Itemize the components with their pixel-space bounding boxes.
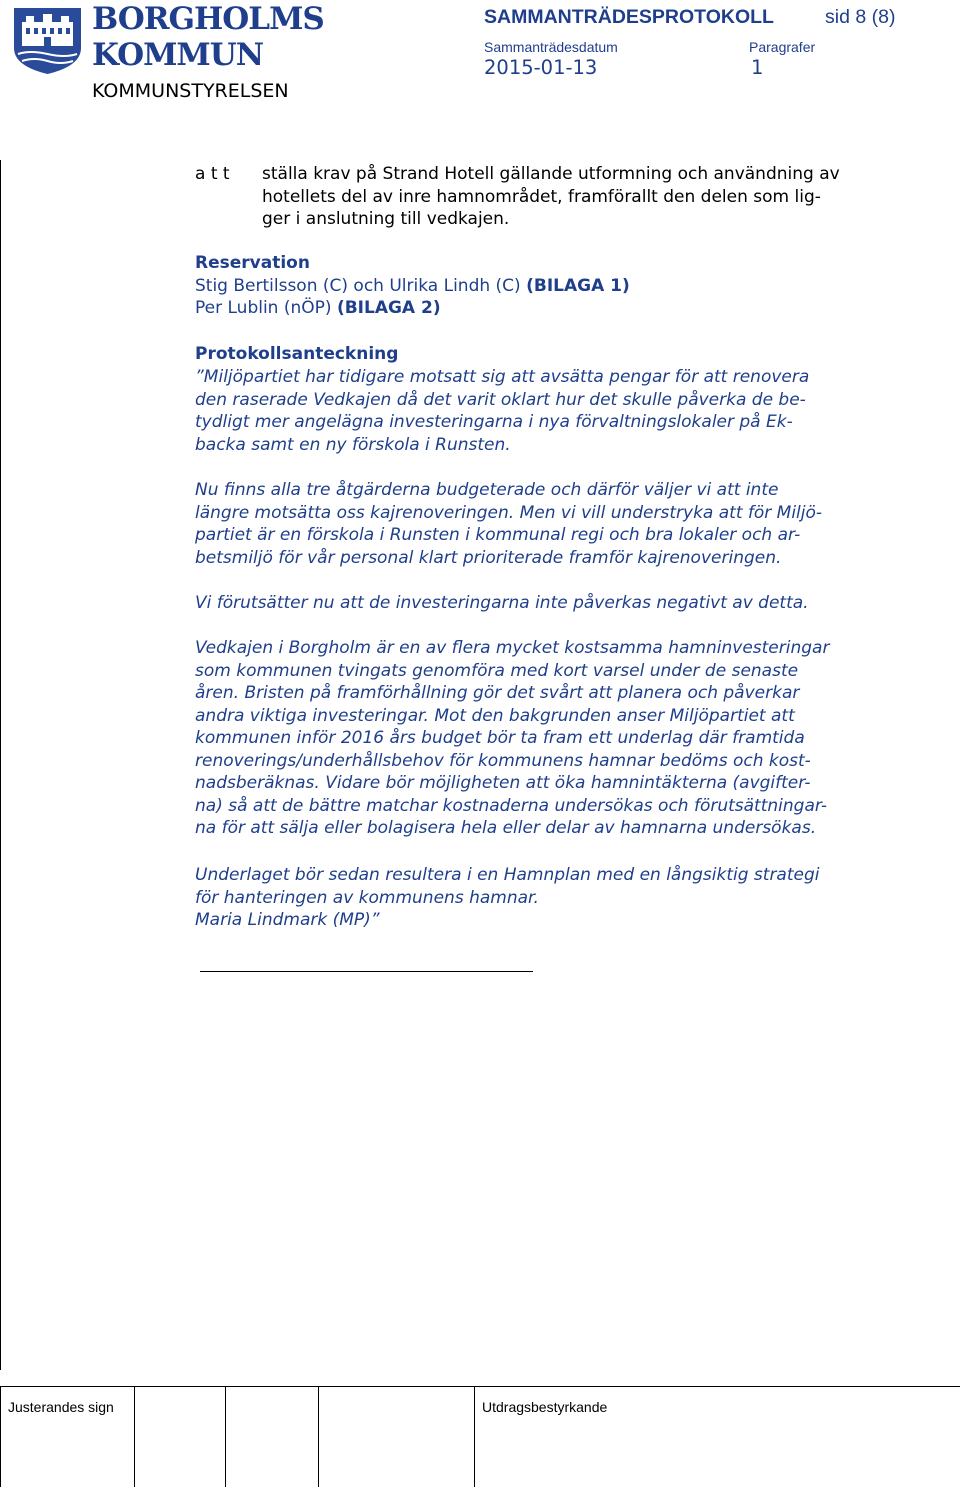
paragraph-number: 1	[751, 56, 764, 79]
protocol-note-paragraph-5	[195, 864, 915, 932]
castle-coat-of-arms-icon	[10, 4, 85, 76]
text-line: Vi förutsätter nu att de investeringarna inte påverkas negativt av detta.	[195, 593, 809, 613]
text-line: Nu finns alla tre åtgärderna budgeterade och därför väljer vi att inte	[195, 480, 779, 500]
reservation-heading: Reservation	[195, 253, 310, 273]
protocol-note-paragraph-4	[195, 637, 915, 840]
meeting-date: 2015-01-13	[484, 56, 598, 79]
decision-text	[262, 163, 902, 231]
text-line: den raserade Vedkajen då det varit oklart hur det skulle påverka de be-	[195, 389, 806, 410]
protocol-note-paragraph-3	[195, 592, 915, 615]
protocol-note-heading-block	[195, 343, 915, 366]
decision-line: ger i anslutning till vedkajen.	[262, 209, 510, 229]
left-margin-rule	[0, 160, 1, 1370]
page-number: sid 8 (8)	[825, 6, 896, 28]
reservation-names: Stig Bertilsson (C) och Ulrika Lindh (C)	[195, 275, 521, 296]
decision-line: ställa krav på Strand Hotell gällande utformning och användning av	[262, 164, 840, 184]
text-line: kommunen inför 2016 års budget bör ta fram ett underlag där framtida	[195, 728, 805, 748]
org-name-line1: BORGHOLMS	[92, 1, 324, 37]
document-type: SAMMANTRÄDESPROTOKOLL	[484, 6, 774, 28]
attachment-reference: (BILAGA 2)	[336, 298, 441, 318]
text-line: som kommunen tvingats genomföra med kort varsel under de senaste	[195, 660, 799, 681]
text-line: betsmiljö för vår personal klart prioriterade framför kajrenoveringen.	[195, 547, 782, 568]
text-line: na för att sälja eller bolagisera hela eller delar av hamnarna undersökas.	[195, 818, 817, 838]
footer-cell-divider	[0, 1387, 1, 1487]
signature-line	[200, 971, 533, 972]
text-line: åren. Bristen på framförhållning gör det svårt att planera och påverkar	[195, 683, 800, 703]
reservation-line-1	[195, 275, 915, 298]
decision-marker: a t t	[195, 164, 230, 184]
utdragsbestyrkande-label: Utdragsbestyrkande	[482, 1399, 608, 1415]
text-line: ”Miljöpartiet har tidigare motsatt sig att avsätta pengar för att renovera	[195, 367, 810, 387]
meeting-date-label: Sammanträdesdatum	[484, 39, 618, 55]
protocol-note-paragraph-2	[195, 479, 915, 569]
text-line: andra viktiga investeringar. Mot den bakgrunden anser Miljöpartiet att	[195, 705, 795, 726]
justering-sign-label: Justerandes sign	[8, 1399, 114, 1415]
text-line: renoverings/underhållsbehov för kommunens hamnar bedöms och kost-	[195, 750, 811, 771]
reservation-line-2	[195, 297, 915, 320]
paragraph-label: Paragrafer	[749, 39, 816, 55]
text-line: nadsberäknas. Vidare bör möjligheten att öka hamnintäkterna (avgifter-	[195, 773, 811, 793]
text-line: för hanteringen av kommunens hamnar.	[195, 887, 539, 908]
text-line: tydligt mer angelägna investeringarna i nya förvaltningslokaler på Ek-	[195, 412, 793, 432]
text-line: backa samt en ny förskola i Runsten.	[195, 434, 511, 455]
footer-cell-divider	[318, 1387, 319, 1487]
protocol-note-heading: Protokollsanteckning	[195, 344, 399, 364]
text-line: Vedkajen i Borgholm är en av flera mycket kostsamma hamninvesteringar	[195, 638, 830, 658]
protocol-note-paragraph-1	[195, 366, 915, 456]
footer-cell-divider	[225, 1387, 226, 1487]
reservation-names: Per Lublin (nÖP)	[195, 298, 332, 318]
text-line: Underlaget bör sedan resultera i en Hamnplan med en långsiktig strategi	[195, 865, 820, 885]
decision-line: hotellets del av inre hamnområdet, framförallt den delen som lig-	[262, 186, 821, 207]
footer-cell-divider	[134, 1387, 135, 1487]
text-line: längre motsätta oss kajrenoveringen. Men vi vill understryka att för Miljö-	[195, 502, 823, 523]
text-line: partiet är en förskola i Runsten i kommunal regi och bra lokaler och ar-	[195, 525, 801, 545]
attachment-reference: (BILAGA 1)	[526, 275, 630, 296]
footer-cell-divider	[474, 1387, 475, 1487]
footer-divider	[0, 1386, 960, 1387]
signatory: Maria Lindmark (MP)”	[195, 910, 380, 930]
text-line: na) så att de bättre matchar kostnaderna undersökas och förutsättningar-	[195, 795, 828, 816]
reservation-section	[195, 252, 915, 320]
org-name-line2: KOMMUN	[92, 37, 264, 73]
department-name: KOMMUNSTYRELSEN	[92, 80, 289, 102]
